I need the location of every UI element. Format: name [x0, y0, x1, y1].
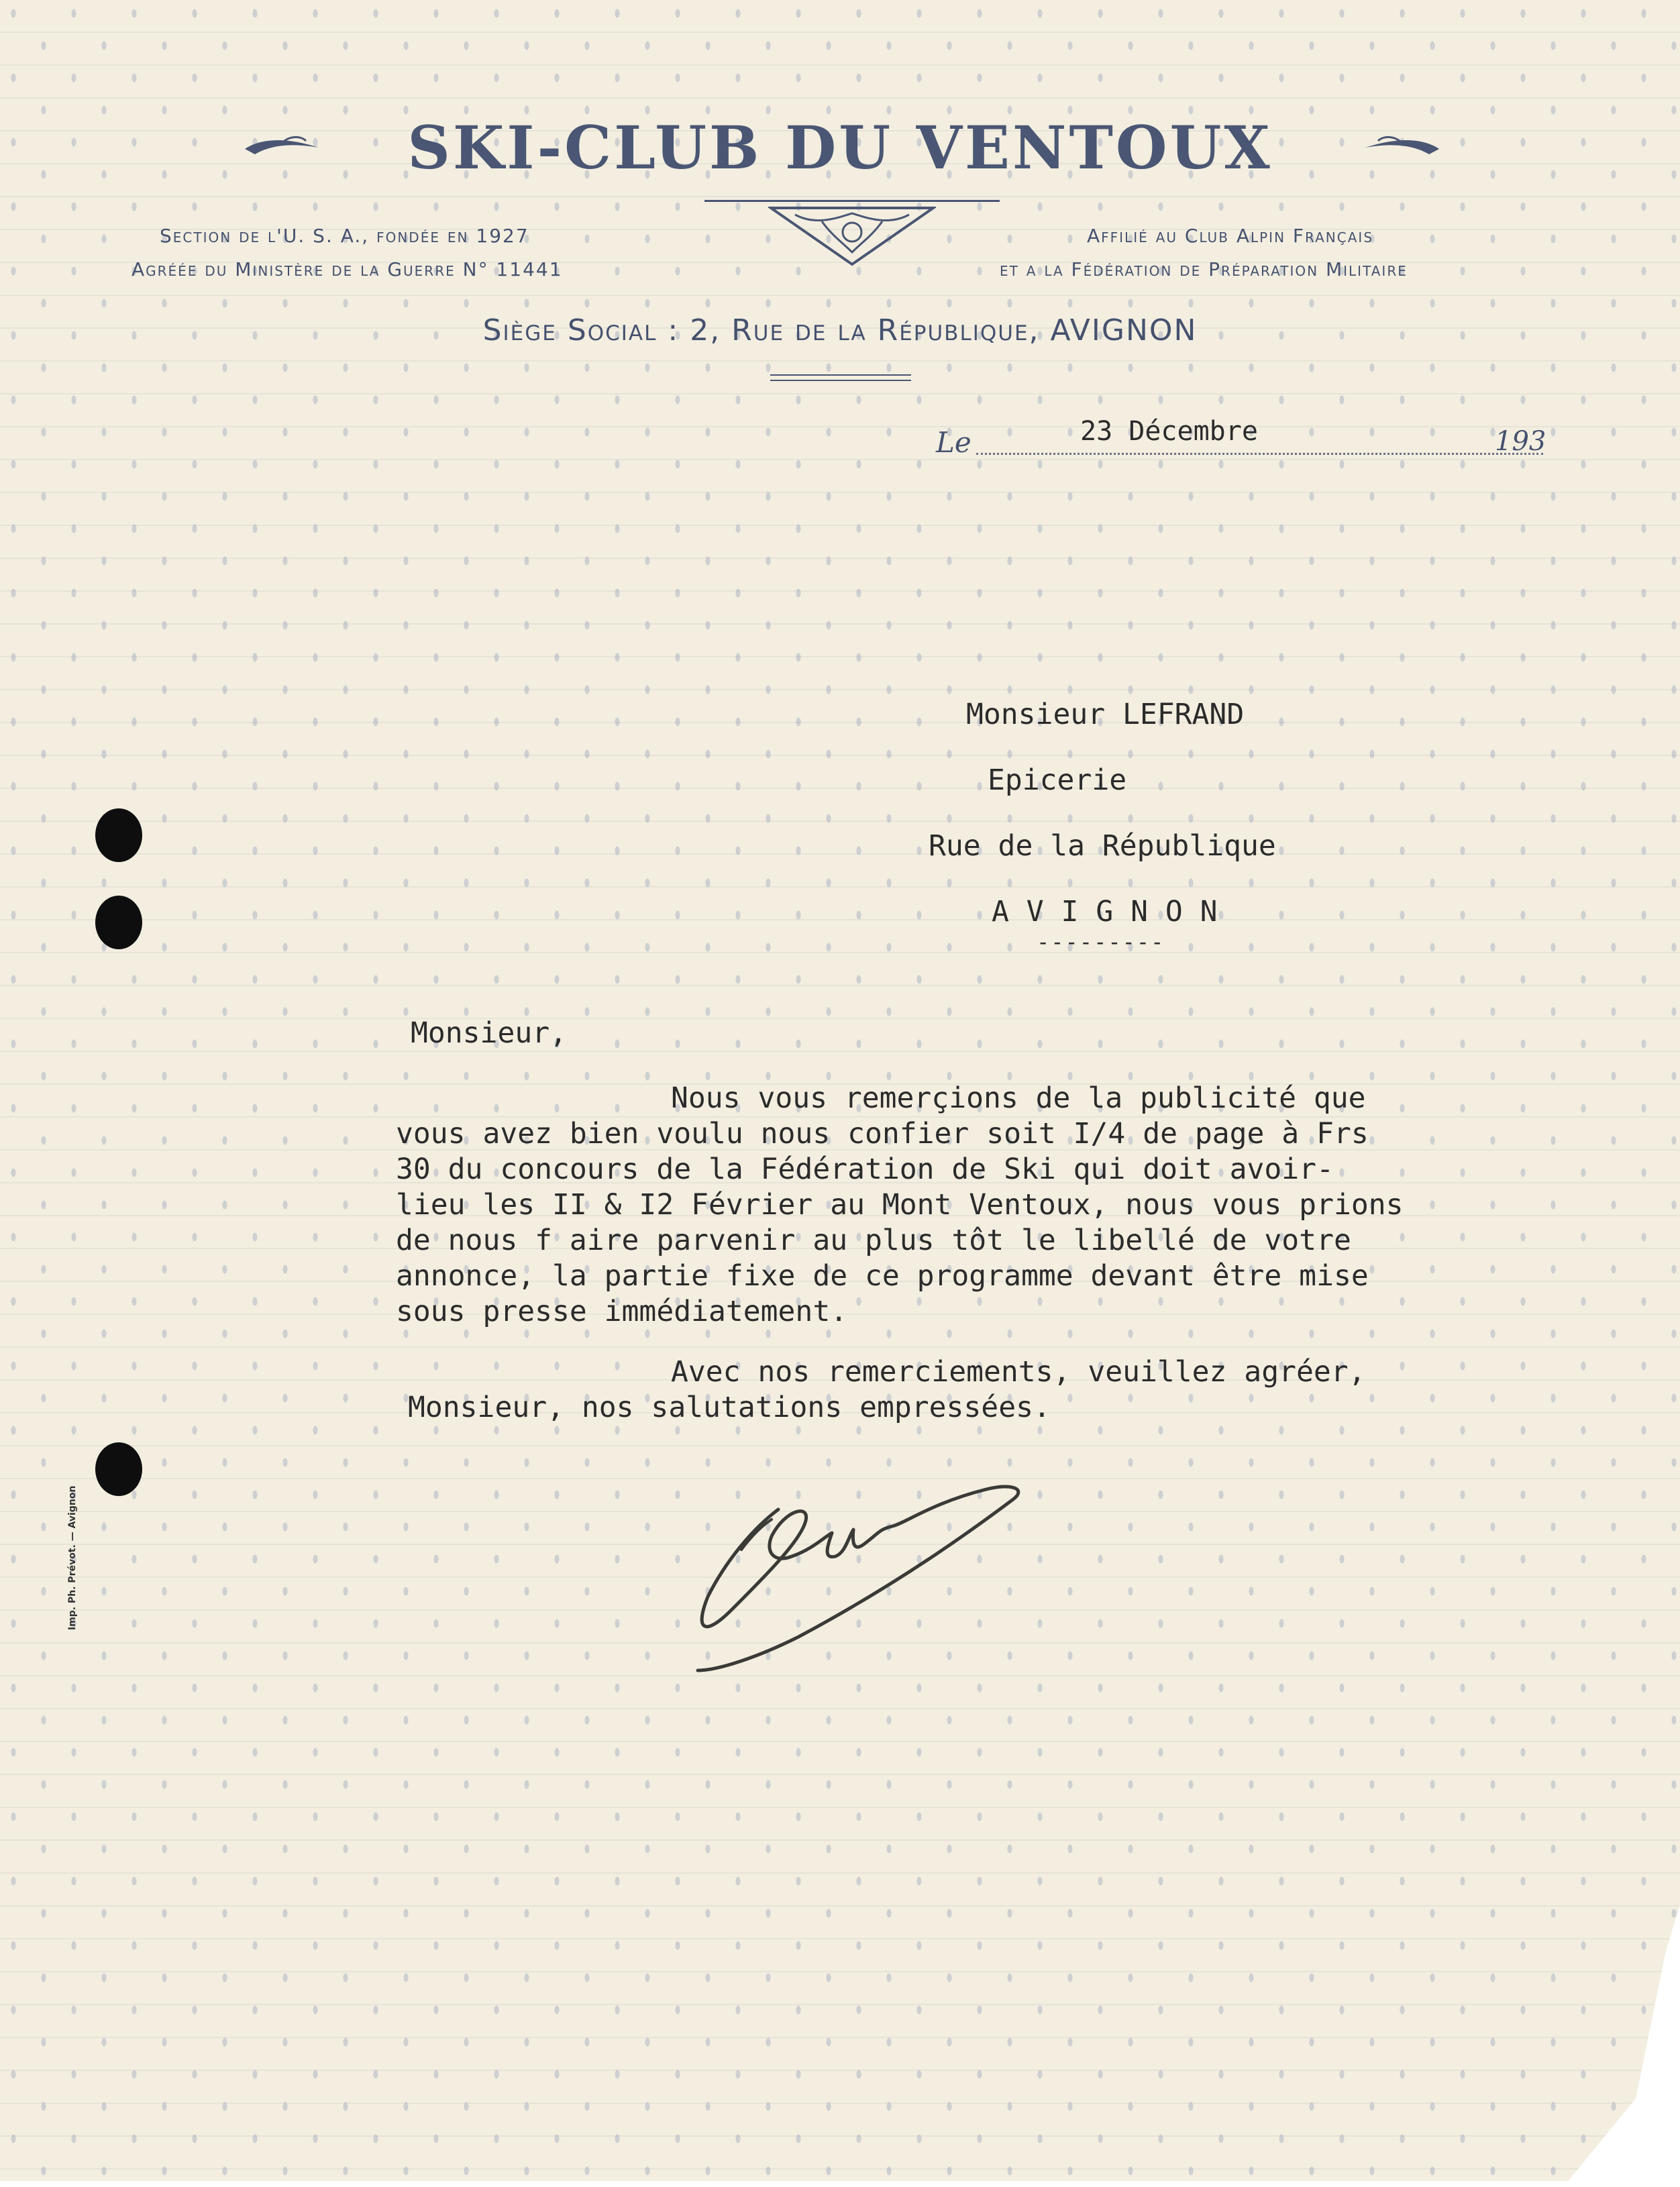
leaf-ornament-right-icon	[1362, 134, 1442, 161]
letterhead-address: Siège Social : 2, Rue de la République, AVIGNON	[482, 313, 1198, 348]
body-line-7: sous presse immédiatement.	[396, 1295, 848, 1328]
punch-hole-top	[95, 808, 142, 862]
body-line-1: Nous vous remerçions de la publicité que	[671, 1081, 1366, 1115]
decorative-triangle-icon	[768, 205, 936, 267]
address-rule-1	[770, 374, 911, 376]
leaf-ornament-left-icon	[242, 134, 322, 161]
body-line-4: lieu les II & I2 Février au Mont Ventoux, nous vous prions	[396, 1188, 1404, 1222]
punch-hole-middle	[95, 896, 142, 949]
recipient-business: Epicerie	[988, 763, 1127, 797]
recipient-city-underline: ---------	[1037, 929, 1165, 955]
closing-line-2: Monsieur, nos salutations empressées.	[408, 1391, 1051, 1424]
address-rule-2	[770, 380, 911, 381]
body-line-3: 30 du concours de la Fédération de Ski qui doit avoir-	[396, 1153, 1334, 1186]
title-rule	[704, 200, 1000, 202]
date-year: 193	[1495, 426, 1546, 457]
punch-hole-bottom	[95, 1442, 142, 1496]
letterhead-right-line2: et a la Fédération de Préparation Militaire	[1000, 258, 1408, 280]
body-line-2: vous avez bien voulu nous confier soit I/4 de page à Frs	[396, 1117, 1369, 1151]
letterhead-right-line1: Affilié au Club Alpin Français	[1087, 225, 1374, 247]
letterhead-title: SKI-CLUB DU VENTOUX	[407, 113, 1273, 182]
body-line-5: de nous f aire parvenir au plus tôt le libellé de votre	[396, 1224, 1351, 1257]
body-line-6: annonce, la partie fixe de ce programme devant être mise	[396, 1259, 1369, 1293]
printer-mark: Imp. Ph. Prévot. — Avignon	[67, 1485, 78, 1630]
recipient-street: Rue de la République	[929, 829, 1276, 863]
date-dotted-line	[976, 453, 1543, 455]
recipient-city: A V I G N O N	[992, 895, 1218, 928]
closing-line-1: Avec nos remerciements, veuillez agréer,	[671, 1355, 1366, 1389]
salutation: Monsieur,	[411, 1016, 567, 1050]
date-day-month: 23 Décembre	[1080, 416, 1258, 447]
letterhead-left-line1: Section de l'U. S. A., fondée en 1927	[160, 225, 529, 247]
handwritten-signature	[678, 1436, 1080, 1717]
recipient-name: Monsieur LEFRAND	[966, 698, 1245, 731]
letterhead-left-line2: Agréée du Ministère de la Guerre N° 11441	[132, 258, 563, 280]
date-prefix: Le	[936, 426, 972, 459]
